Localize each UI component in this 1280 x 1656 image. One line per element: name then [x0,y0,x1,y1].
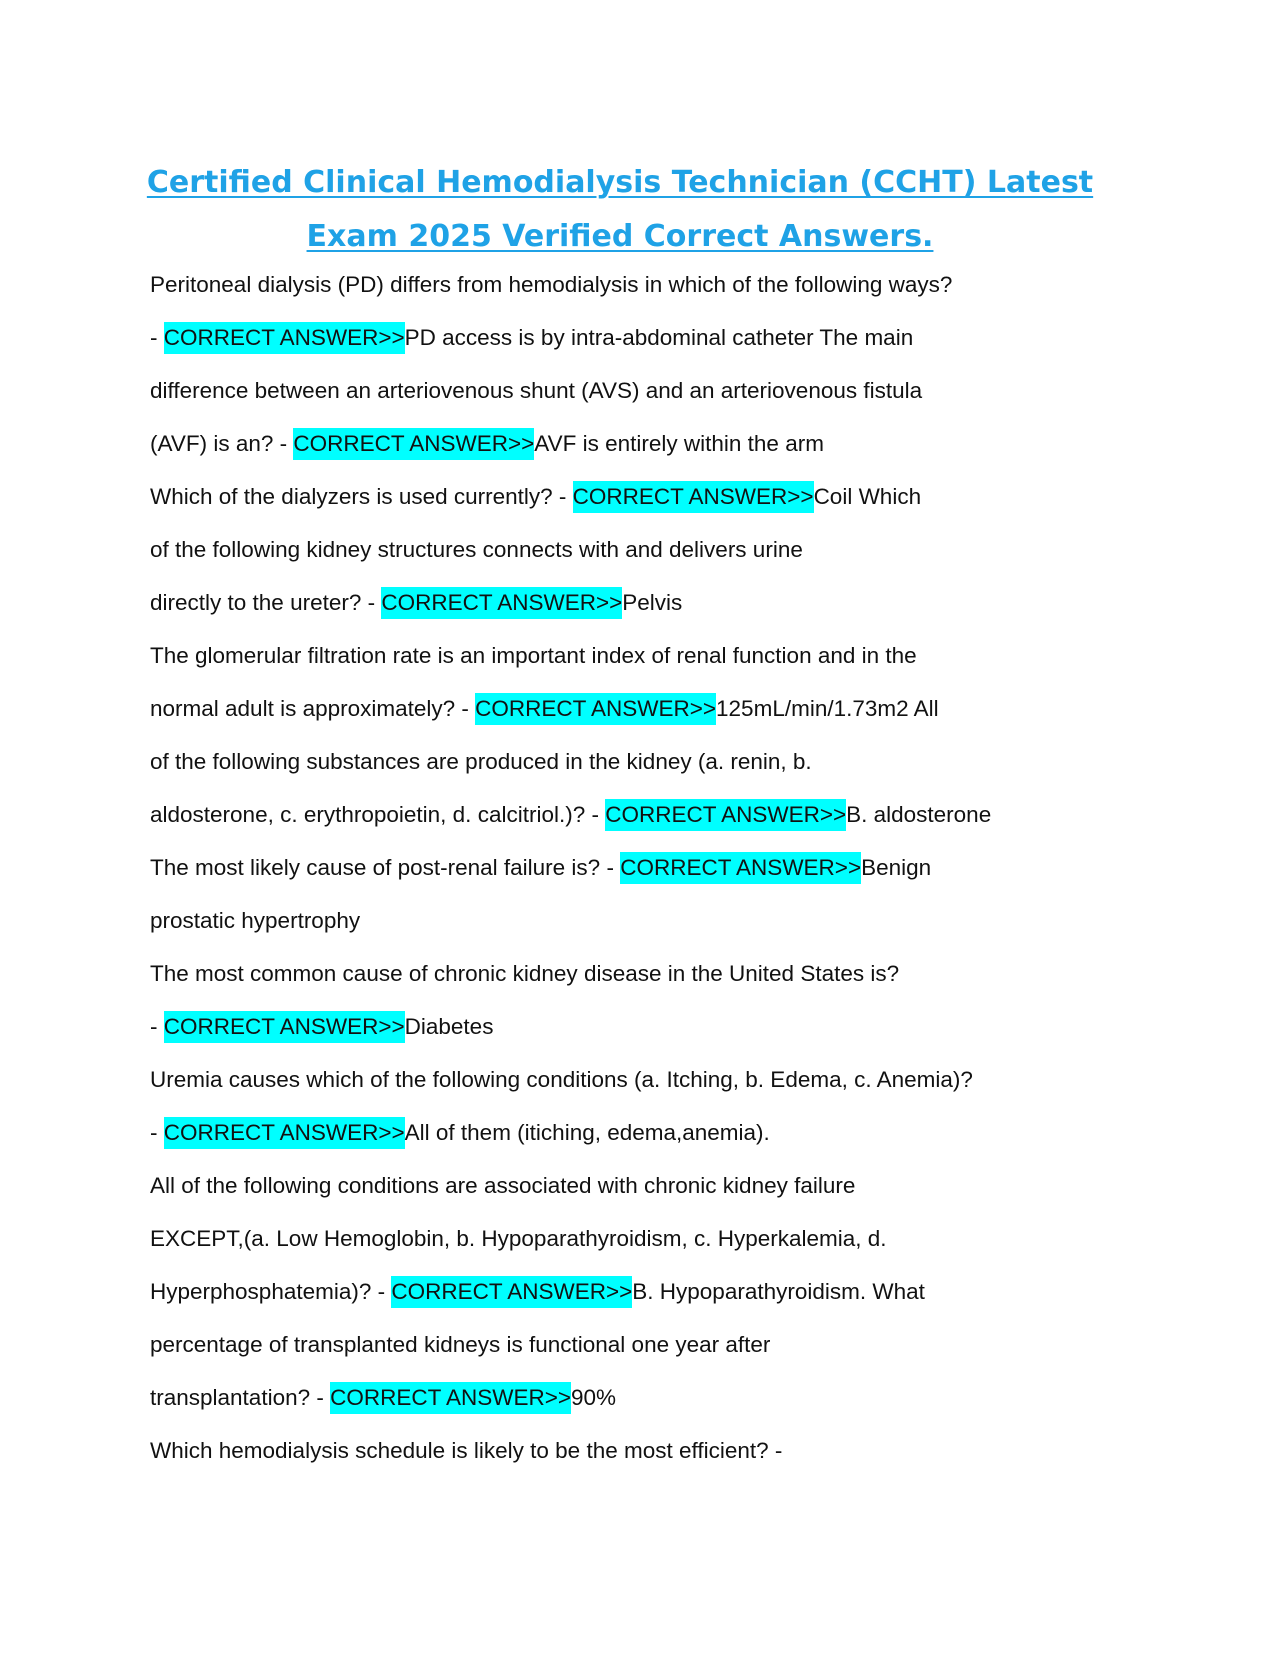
correct-answer-marker: CORRECT ANSWER>> [620,852,861,884]
text-line: Hyperphosphatemia)? - CORRECT ANSWER>>B. Hypoparathyroidism. What [150,1265,1130,1318]
text-line: percentage of transplanted kidneys is functional one year after [150,1332,771,1357]
correct-answer-marker: CORRECT ANSWER>> [605,799,846,831]
title-line-1: Certified Clinical Hemodialysis Technician (CCHT) Latest [146,165,1094,200]
text-line: directly to the ureter? - CORRECT ANSWER>>Pelvis [150,576,1130,629]
correct-answer-marker: CORRECT ANSWER>> [164,1117,405,1149]
document-body [150,258,1130,1477]
text-line: - CORRECT ANSWER>>All of them (itiching, edema,anemia). [150,1106,1130,1159]
document-title [120,156,1120,264]
text-line: EXCEPT,(a. Low Hemoglobin, b. Hypoparathyroidism, c. Hyperkalemia, d. [150,1226,887,1251]
text-line: - CORRECT ANSWER>>PD access is by intra-abdominal catheter The main [150,311,1130,364]
text-line: difference between an arteriovenous shunt (AVS) and an arteriovenous fistula [150,378,923,403]
correct-answer-marker: CORRECT ANSWER>> [293,428,534,460]
text-line: Which hemodialysis schedule is likely to be the most efficient? - [150,1438,783,1463]
text-line: (AVF) is an? - CORRECT ANSWER>>AVF is entirely within the arm [150,417,1130,470]
text-line: Uremia causes which of the following conditions (a. Itching, b. Edema, c. Anemia)? [150,1067,973,1092]
correct-answer-marker: CORRECT ANSWER>> [475,693,716,725]
text-line: of the following substances are produced in the kidney (a. renin, b. [150,749,812,774]
title-line-2: Exam 2025 Verified Correct Answers. [306,219,934,254]
text-line: The most common cause of chronic kidney disease in the United States is? [150,961,900,986]
text-line: normal adult is approximately? - CORRECT ANSWER>>125mL/min/1.73m2 All [150,682,1130,735]
text-line: aldosterone, c. erythropoietin, d. calcitriol.)? - CORRECT ANSWER>>B. aldosterone [150,788,1130,841]
text-line: - CORRECT ANSWER>>Diabetes [150,1000,1130,1053]
correct-answer-marker: CORRECT ANSWER>> [330,1382,571,1414]
correct-answer-marker: CORRECT ANSWER>> [573,481,814,513]
text-line: Peritoneal dialysis (PD) differs from hemodialysis in which of the following ways? [150,272,953,297]
text-line: of the following kidney structures connects with and delivers urine [150,537,803,562]
text-line: prostatic hypertrophy [150,908,361,933]
text-line: The glomerular filtration rate is an important index of renal function and in the [150,643,917,668]
text-line: The most likely cause of post-renal failure is? - CORRECT ANSWER>>Benign [150,841,1130,894]
correct-answer-marker: CORRECT ANSWER>> [164,1011,405,1043]
correct-answer-marker: CORRECT ANSWER>> [164,322,405,354]
correct-answer-marker: CORRECT ANSWER>> [381,587,622,619]
correct-answer-marker: CORRECT ANSWER>> [391,1276,632,1308]
text-line: transplantation? - CORRECT ANSWER>>90% [150,1371,1130,1424]
text-line: Which of the dialyzers is used currently? - CORRECT ANSWER>>Coil Which [150,470,1130,523]
text-line: All of the following conditions are associated with chronic kidney failure [150,1173,856,1198]
